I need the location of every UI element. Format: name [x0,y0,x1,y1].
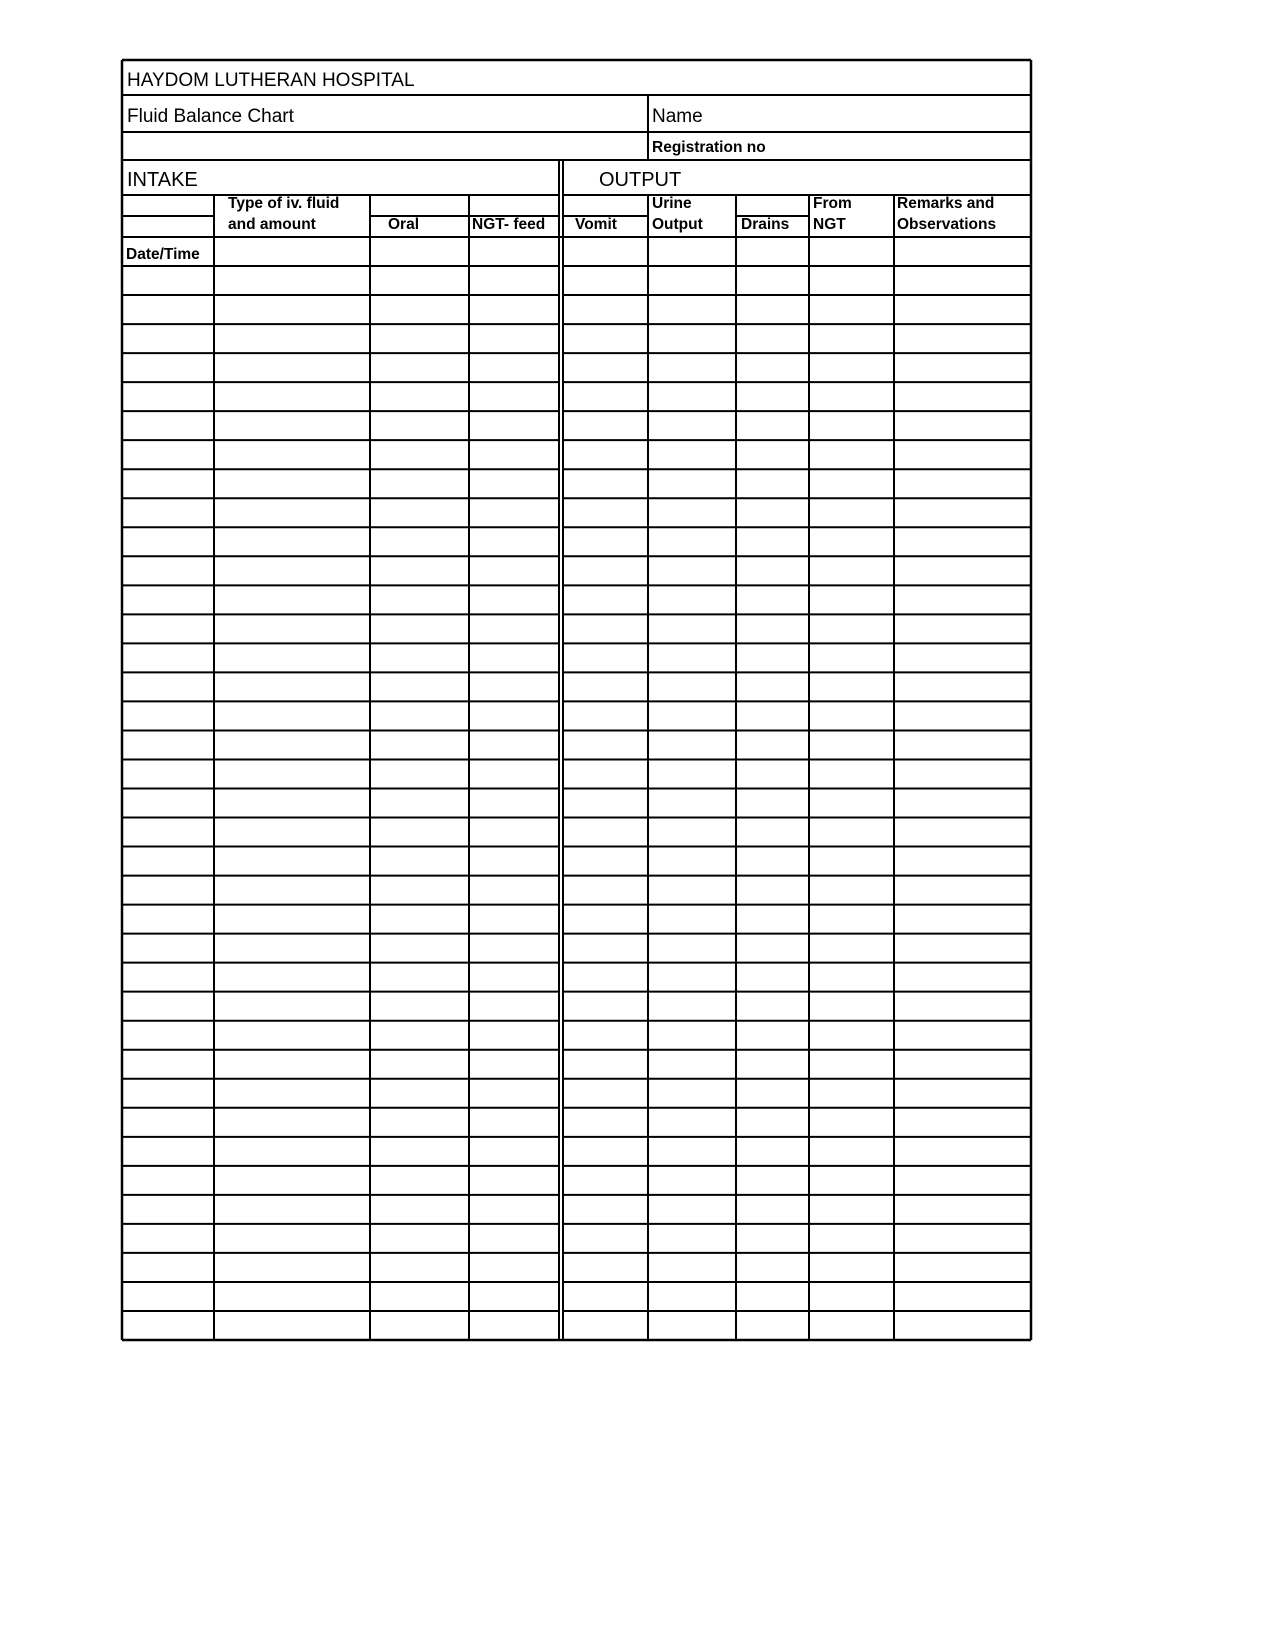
remarks-header-line2: Observations [897,216,997,233]
vomit-header: Vomit [575,216,617,233]
iv-fluid-header-line2: and amount [228,216,316,233]
date-time-header: Date/Time [126,246,200,263]
iv-fluid-header-line1: Type of iv. fluid [228,195,340,212]
hospital-name: HAYDOM LUTHERAN HOSPITAL [127,70,415,91]
output-section-title: OUTPUT [599,169,682,191]
drains-header: Drains [741,216,790,233]
ngt-feed-header: NGT- feed [472,216,546,233]
oral-header: Oral [388,216,420,233]
from-ngt-header-line2: NGT [813,216,846,233]
from-ngt-header-line1: From [813,195,852,212]
name-label: Name [652,106,703,127]
registration-label: Registration no [652,139,766,156]
urine-header-line1: Urine [652,195,692,212]
intake-section-title: INTAKE [127,169,198,191]
chart-title: Fluid Balance Chart [127,106,294,127]
remarks-header-line1: Remarks and [897,195,995,212]
urine-header-line2: Output [652,216,703,233]
